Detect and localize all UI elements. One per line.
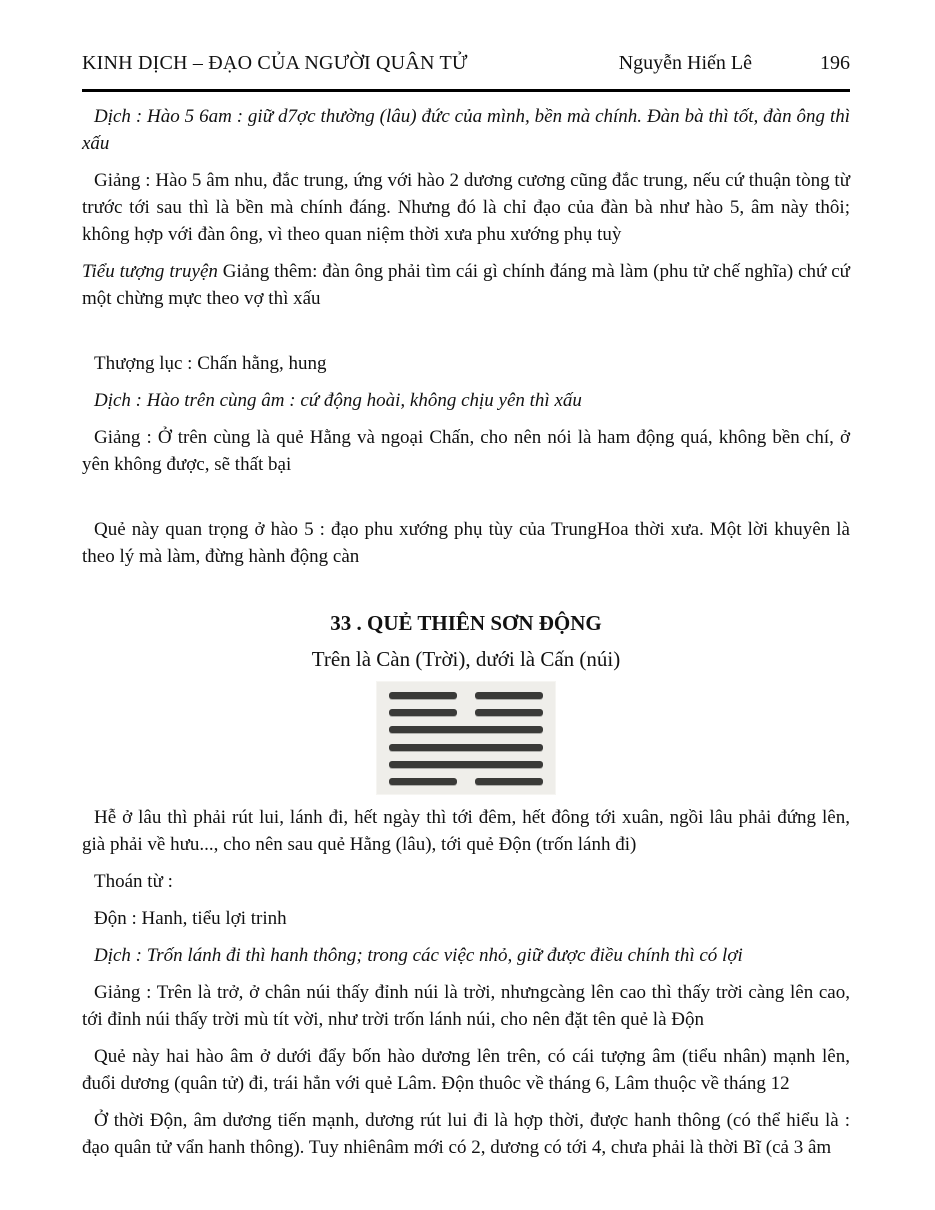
paragraph-tieu-tuong-truyen — [82, 258, 850, 312]
hexagram-line-solid — [389, 761, 543, 768]
paragraph-thoan-tu-label: Thoán từ : — [94, 871, 173, 892]
paragraph-dich-thuong-luc: Dịch : Hào trên cùng âm : cứ động hoài, không chịu yên thì xấu — [94, 390, 582, 411]
hexagram-line-segment — [475, 778, 543, 785]
hexagram-line-segment — [475, 692, 543, 699]
hexagram-line-broken — [389, 778, 543, 785]
tieu-tuong-truyen-text: Giảng thêm: đàn ông phải tìm cái gì chính đáng mà làm (phu tử chế nghĩa) chứ cứ một chừng mực theo vợ thì xấu — [82, 261, 850, 309]
paragraph-hang-conclusion: Quẻ này quan trọng ở hào 5 : đạo phu xướng phụ tùy của TrungHoa thời xưa. Một lời khuyên là theo lý mà làm, đừng hành động càn — [82, 519, 850, 567]
hexagram-figure — [377, 682, 555, 794]
paragraph-thuong-luc: Thượng lục : Chấn hằng, hung — [94, 353, 327, 374]
paragraph-thoan-tu: Độn : Hanh, tiểu lợi trinh — [94, 908, 287, 929]
author-name: Nguyễn Hiến Lê — [618, 52, 752, 74]
book-title: KINH DỊCH – ĐẠO CỦA NGƯỜI QUÂN TỬ — [82, 52, 468, 74]
paragraph-dich-hao-5: Dịch : Hào 5 6am : giữ d7ợc thường (lâu) đức của mình, bền mà chính. Đàn bà thì tốt, đàn ông thì xấu — [82, 106, 850, 154]
paragraph-o-thoi-don: Ở thời Độn, âm dương tiến mạnh, dương rút lui đi là hợp thời, được hanh thông (có thể hiểu là : đạo quân tử vẩn hanh thông). Tuy nhiênâm mới có 2, dương có tới 4, chưa phải là thời Bĩ (cả 3 âm — [82, 1110, 850, 1158]
hexagram-wrap — [82, 682, 850, 794]
hexagram-line-segment — [475, 709, 543, 716]
hexagram-line-segment — [389, 778, 457, 785]
paragraph-dich-thoan-tu: Dịch : Trốn lánh đi thì hanh thông; trong các việc nhỏ, giữ được điều chính thì có lợi — [94, 945, 743, 966]
section-subtitle: Trên là Càn (Trời), dưới là Cấn (núi) — [311, 647, 621, 671]
hexagram-line-segment — [389, 709, 457, 716]
paragraph-giang-thoan-tu: Giảng : Trên là trở, ở chân núi thấy đỉnh núi là trời, nhưngcàng lên cao thì thấy trời càng lên cao, tới đỉnh núi thấy trời mù tít vời, như trời trốn lánh núi, cho nên đặt tên quẻ là Độn — [82, 982, 850, 1030]
page-header — [82, 52, 850, 75]
section-title: 33 . QUẺ THIÊN SƠN ĐỘNG — [330, 611, 602, 635]
page-number: 196 — [820, 52, 850, 74]
paragraph-giang-thuong-luc: Giảng : Ở trên cùng là quẻ Hằng và ngoại Chấn, cho nên nói là ham động quá, không bền chí, ở yên không được, sẽ thất bại — [82, 427, 850, 475]
hexagram-line-segment — [389, 692, 457, 699]
paragraph-don-intro: Hễ ở lâu thì phải rút lui, lánh đi, hết ngày thì tới đêm, hết đông tới xuân, ngồi lâu phải đứng lên, già phải về hưu..., cho nên sau quẻ Hằng (lâu), tới quẻ Độn (trốn lánh đi) — [82, 807, 850, 855]
paragraph-giang-hao-5: Giảng : Hào 5 âm nhu, đắc trung, ứng với hào 2 dương cương cũng đắc trung, nếu cứ thuận tòng từ trước tới sau thì là bền mà chính đáng. Nhưng đó là chỉ đạo của đàn bà như hào 5, âm này thôi; không hợp với đàn ông, vì theo quan niệm thời xưa phu xướng phụ tuỳ — [82, 170, 850, 245]
hexagram-line-solid — [389, 726, 543, 733]
paragraph-que-nay: Quẻ này hai hào âm ở dưới đẩy bốn hào dương lên trên, có cái tượng âm (tiểu nhân) mạnh lên, đuổi dương (quân tử) đi, trái hẳn với quẻ Lâm. Độn thuôc về tháng 6, Lâm thuộc về tháng 12 — [82, 1046, 850, 1094]
header-rule — [82, 89, 850, 92]
body-text — [82, 103, 850, 1161]
hexagram-line-solid — [389, 744, 543, 751]
hexagram-line-broken — [389, 692, 543, 699]
hexagram-line-broken — [389, 709, 543, 716]
tieu-tuong-truyen-label: Tiểu tượng truyện — [82, 261, 218, 282]
